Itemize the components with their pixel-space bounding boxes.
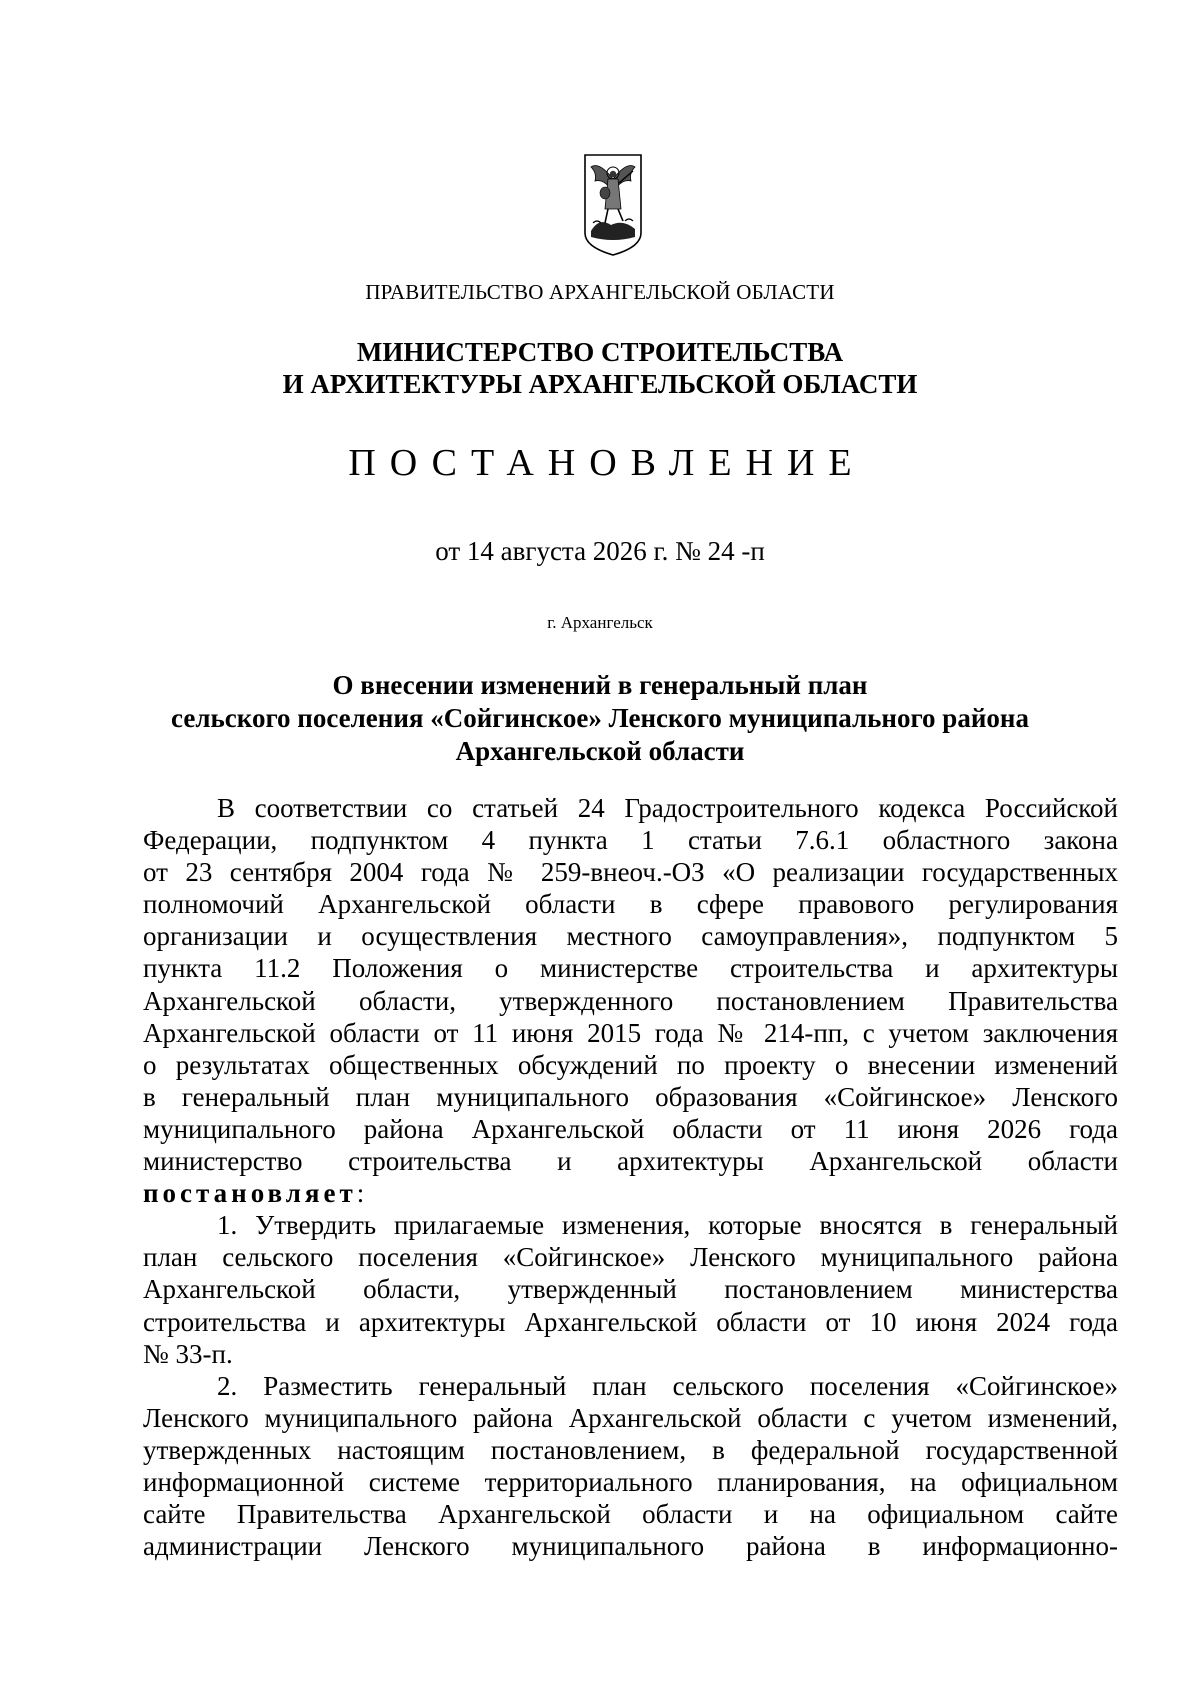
- ministry-name-line2: И АРХИТЕКТУРЫ АРХАНГЕЛЬСКОЙ ОБЛАСТИ: [282, 369, 918, 399]
- document-title-line3: Архангельской области: [455, 736, 745, 766]
- item1-line: 1. Утвердить прилагаемые изменения, которые вносятся в генеральный: [217, 1210, 1118, 1241]
- document-type: ПОСТАНОВЛЕНИЕ: [348, 442, 866, 484]
- body-line: в генеральный план муниципального образования «Сойгинское» Ленского: [143, 1081, 1118, 1112]
- body-line: Архангельской области, утвержденного постановлением Правительства: [143, 985, 1118, 1016]
- government-name: ПРАВИТЕЛЬСТВО АРХАНГЕЛЬСКОЙ ОБЛАСТИ: [365, 280, 835, 304]
- decree-line: [143, 1177, 1118, 1209]
- ministry-name-line1: МИНИСТЕРСТВО СТРОИТЕЛЬСТВА: [356, 337, 844, 367]
- body-line: Архангельской области от 11 июня 2015 года № 214-пп, с учетом заключения: [143, 1017, 1118, 1048]
- coat-of-arms-emblem: [583, 153, 643, 257]
- body-line: министерство строительства и архитектуры Архангельской области: [143, 1146, 1118, 1177]
- document-title-line2: сельского поселения «Сойгинское» Ленского муниципального района: [171, 703, 1029, 733]
- body-line: от 23 сентября 2004 года № 259-внеоч.-ОЗ «О реализации государственных: [143, 857, 1118, 888]
- item1-line: план сельского поселения «Сойгинское» Ленского муниципального района: [143, 1242, 1118, 1273]
- decree-colon: :: [356, 1178, 365, 1209]
- body-line: Федерации, подпунктом 4 пункта 1 статьи 7.6.1 областного закона: [143, 825, 1118, 856]
- body-line: полномочий Архангельской области в сфере правового регулирования: [143, 889, 1118, 920]
- body-line: о результатах общественных обсуждений по проекту о внесении изменений: [143, 1049, 1118, 1080]
- document-body: [143, 792, 1118, 1562]
- item2-line: администрации Ленского муниципального района в информационно-: [143, 1531, 1118, 1562]
- body-line: пункта 11.2 Положения о министерстве строительства и архитектуры: [143, 953, 1118, 984]
- body-line: муниципального района Архангельской области от 11 июня 2026 года: [143, 1113, 1118, 1144]
- item1-line: строительства и архитектуры Архангельской области от 10 июня 2024 года: [143, 1306, 1118, 1337]
- item2-line: информационной системе территориального планирования, на официальном: [143, 1466, 1118, 1497]
- decree-word: постановляет: [143, 1178, 357, 1209]
- document-city: г. Архангельск: [547, 613, 653, 632]
- body-line: организации и осуществления местного самоуправления», подпунктом 5: [143, 921, 1118, 952]
- document-title: [0, 669, 1200, 768]
- item2-line: 2. Разместить генеральный план сельского поселения «Сойгинское»: [217, 1370, 1118, 1401]
- ministry-name: [0, 336, 1200, 400]
- document-title-line1: О внесении изменений в генеральный план: [332, 670, 868, 700]
- item2-line: сайте Правительства Архангельской области и на официальном сайте: [143, 1499, 1118, 1530]
- item1-line: № 33-п.: [143, 1338, 233, 1369]
- body-line: В соответствии со статьей 24 Градостроительного кодекса Российской: [217, 793, 1118, 823]
- item2-line: Ленского муниципального района Архангельской области с учетом изменений,: [143, 1402, 1118, 1433]
- document-date-number: от 14 августа 2026 г. № 24 -п: [435, 536, 765, 566]
- item2-line: утвержденных настоящим постановлением, в федеральной государственной: [143, 1434, 1118, 1465]
- item1-line: Архангельской области, утвержденный постановлением министерства: [143, 1274, 1118, 1305]
